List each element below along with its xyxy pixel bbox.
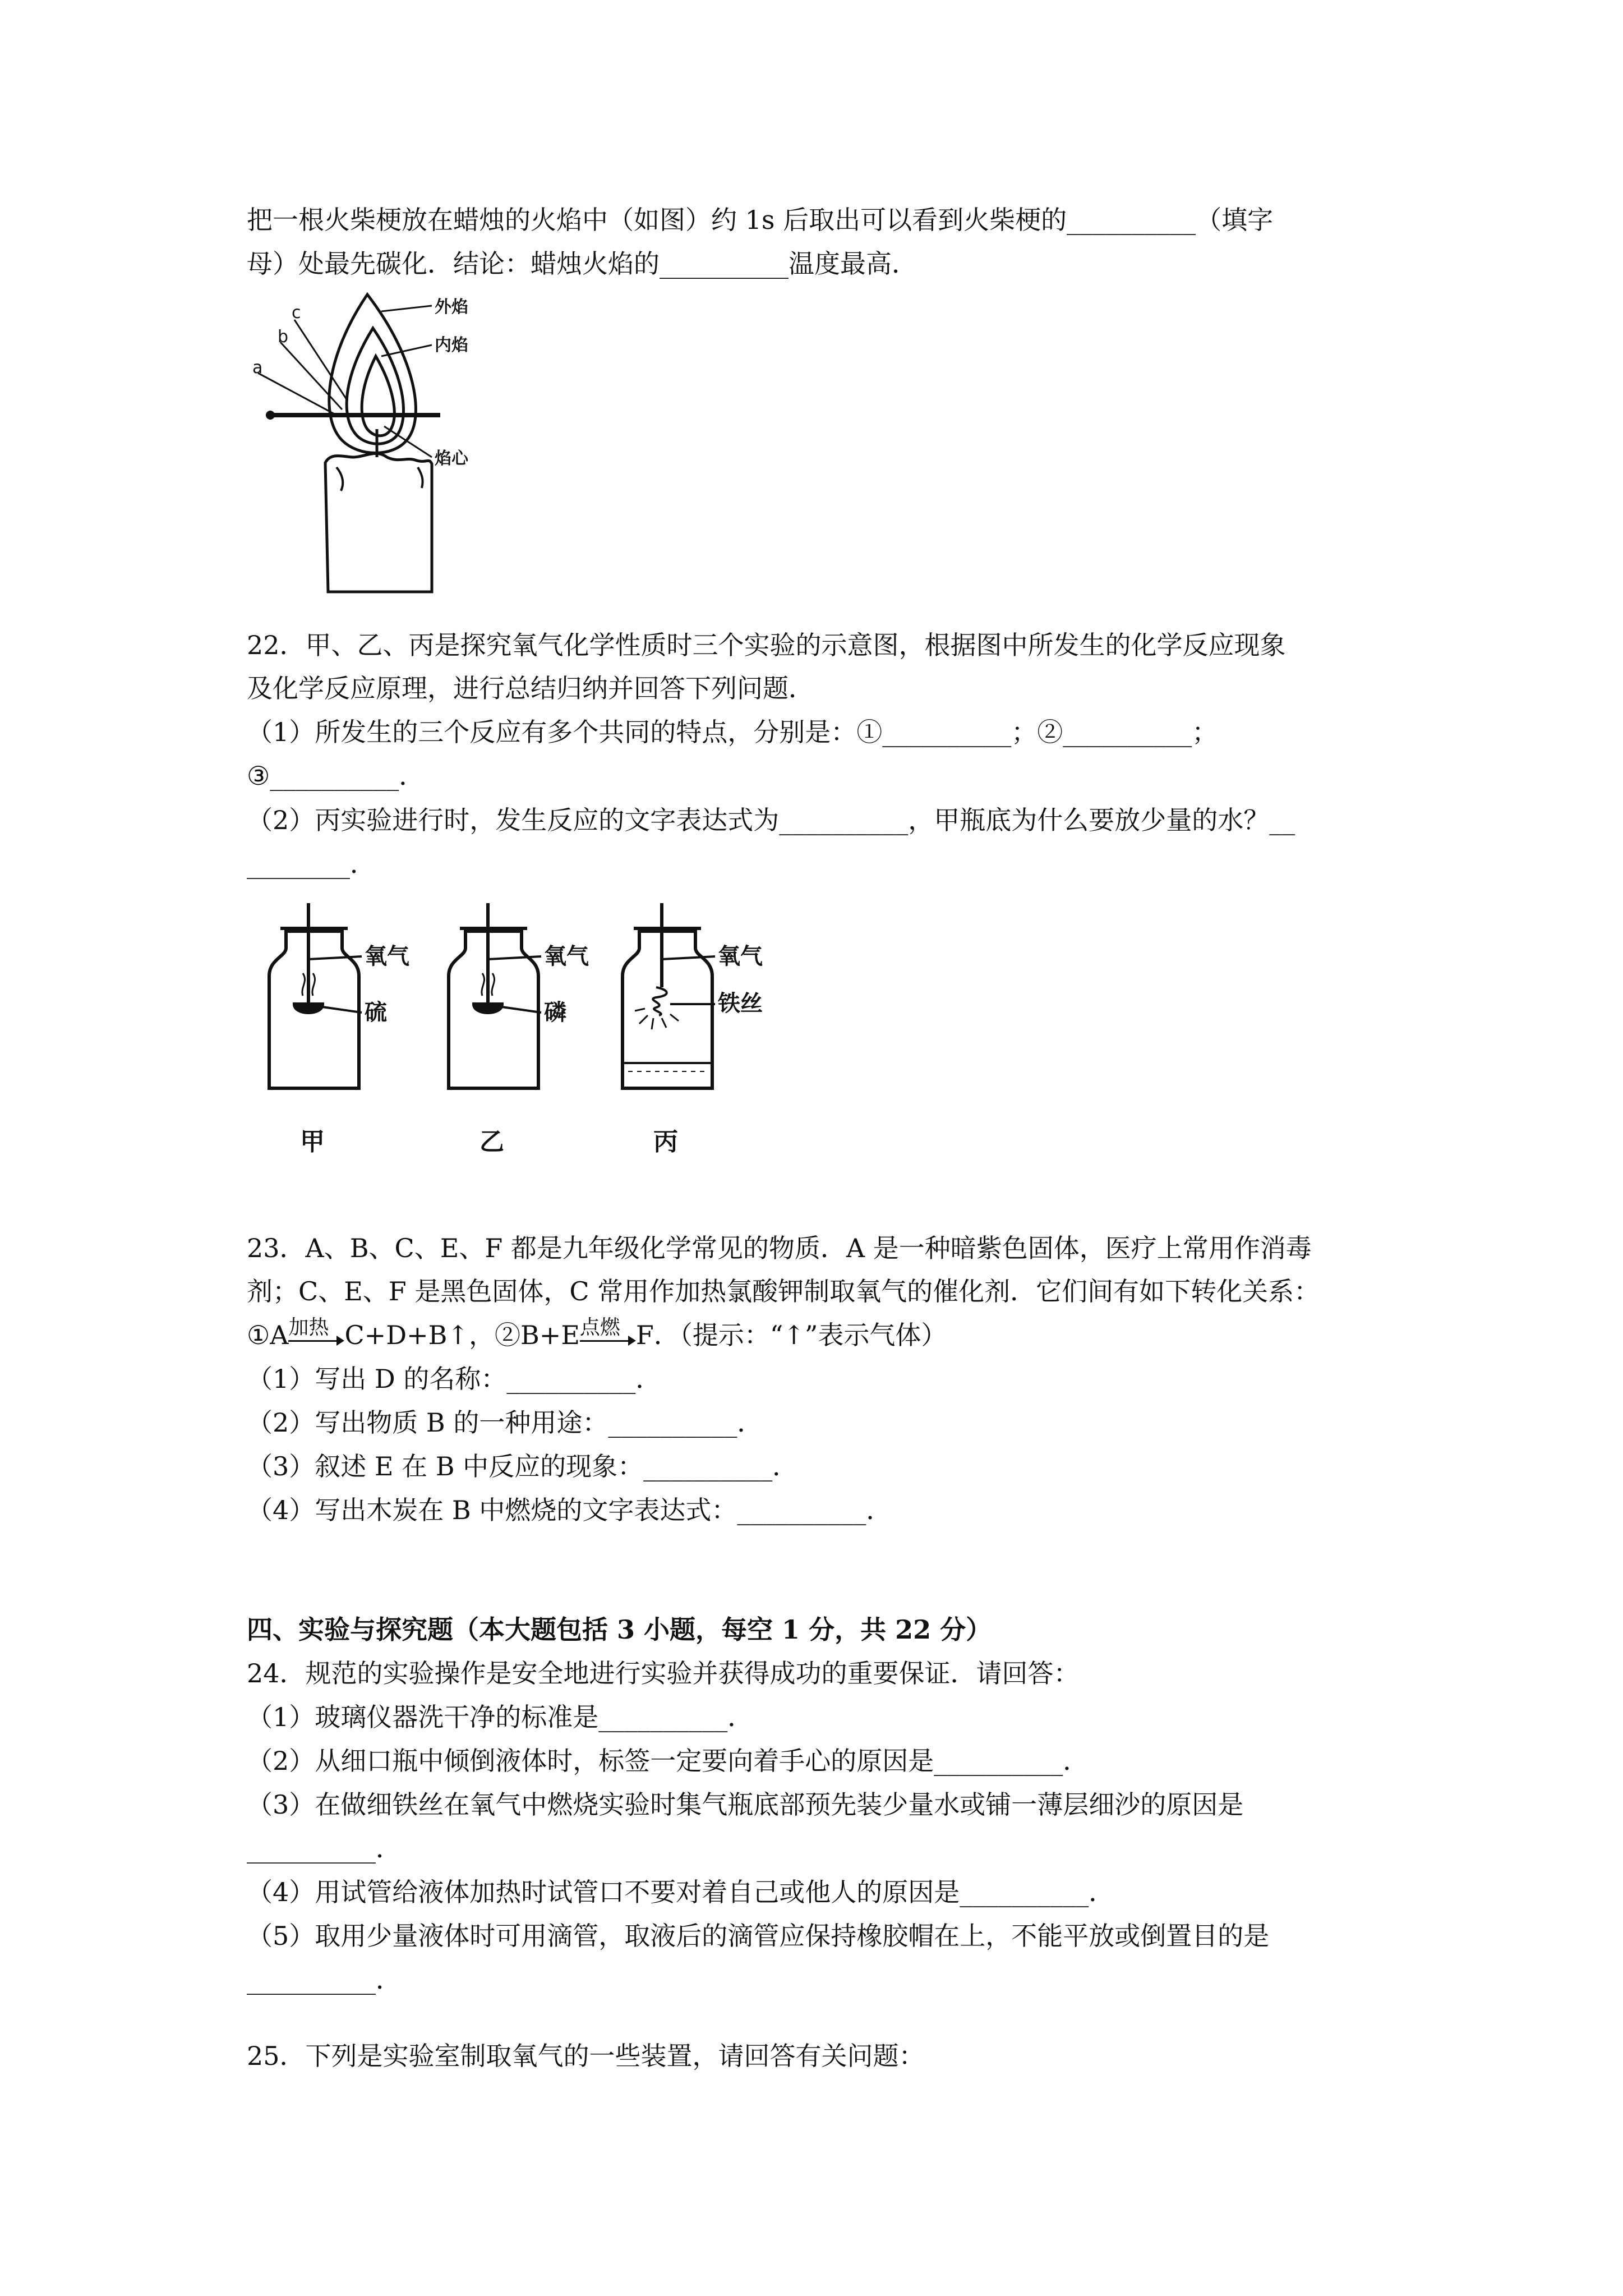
q21-line-2: 母）处最先碳化．结论：蜡烛火焰的__________温度最高．	[247, 249, 917, 279]
q23-sub-4: （4）写出木炭在 B 中燃烧的文字表达式：__________．	[247, 1495, 892, 1525]
section-4-heading: 四、实验与探究题（本大题包括 3 小题，每空 1 分，共 22 分）	[247, 1614, 992, 1645]
q22-line-5: （2）丙实验进行时，发生反应的文字表达式为__________，甲瓶底为什么要放少量的水？__	[247, 805, 1295, 835]
reaction-1-arrow-line	[288, 1340, 340, 1342]
reaction-1-arrow	[288, 1316, 344, 1351]
bottle-jia	[269, 903, 362, 1088]
reaction-2-arrow-head	[628, 1336, 636, 1346]
label-b: b	[278, 327, 289, 347]
oxygen-experiments-figure	[247, 903, 808, 1172]
q24-sub-1: （1）玻璃仪器洗干净的标准是__________．	[247, 1702, 754, 1732]
reaction-1-condition: 加热	[288, 1316, 329, 1339]
q23-line-1: 23．A、B、C、E、F 都是九年级化学常见的物质．A 是一种暗紫色固体，医疗上常用作消毒	[247, 1233, 1312, 1263]
q23-line-3	[247, 1318, 947, 1352]
bottle-bing	[623, 903, 715, 1088]
q22-line-6: ________．	[247, 849, 376, 879]
label-inner-flame: 内焰	[435, 335, 468, 355]
inner-flame-shape	[347, 328, 403, 444]
label-flame-core: 焰心	[435, 449, 468, 468]
jia-gas-label: 氧气	[365, 944, 409, 969]
q24-sub-5-continued: __________．	[247, 1964, 402, 1995]
q24-sub-5: （5）取用少量液体时可用滴管，取液后的滴管应保持橡胶帽在上，不能平放或倒置目的是	[247, 1921, 1270, 1951]
q23-sub-2: （2）写出物质 B 的一种用途：__________．	[247, 1407, 763, 1438]
q22-line-2: 及化学反应原理，进行总结归纳并回答下列问题．	[247, 673, 814, 703]
flame-core-shape	[362, 356, 394, 436]
jia-solid-label: 硫	[365, 1000, 387, 1025]
q22-line-4: ③__________．	[247, 761, 425, 791]
q24-sub-4: （4）用试管给液体加热时试管口不要对着自己或他人的原因是__________．	[247, 1877, 1115, 1907]
reaction-1-products: C+D+B↑，②B+E	[344, 1320, 580, 1350]
yi-caption: 乙	[479, 1128, 504, 1156]
reaction-2-condition: 点燃	[579, 1316, 620, 1339]
label-a: a	[252, 358, 263, 378]
label-outer-flame: 外焰	[435, 297, 468, 317]
q24-sub-3-continued: __________．	[247, 1833, 402, 1864]
q21-line-1: 把一根火柴梗放在蜡烛的火焰中（如图）约 1s 后取出可以看到火柴梗的__________（填字	[247, 205, 1274, 235]
q24-sub-3: （3）在做细铁丝在氧气中燃烧实验时集气瓶底部预先装少量水或铺一薄层细沙的原因是	[247, 1789, 1244, 1820]
q23-sub-1: （1）写出 D 的名称：__________．	[247, 1364, 662, 1394]
yi-gas-label: 氧气	[544, 944, 589, 969]
q22-line-1: 22．甲、乙、丙是探究氧气化学性质时三个实验的示意图，根据图中所发生的化学反应现象	[247, 630, 1286, 660]
q23-sub-3: （3）叙述 E 在 B 中反应的现象：__________．	[247, 1451, 799, 1481]
yi-solid-label: 磷	[544, 1000, 566, 1025]
label-c: c	[292, 303, 301, 323]
q22-line-3: （1）所发生的三个反应有多个共同的特点，分别是：①__________；②__________；	[247, 717, 1218, 747]
q23-line-2: 剂；C、E、F 是黑色固体，C 常用作加热氯酸钾制取氧气的催化剂．它们间有如下转化关系：	[247, 1276, 1320, 1306]
q24-sub-2: （2）从细口瓶中倾倒液体时，标签一定要向着手心的原因是__________．	[247, 1746, 1089, 1776]
reaction-2-arrow-line	[580, 1340, 631, 1342]
q25-line-1: 25．下列是实验室制取氧气的一些装置，请回答有关问题：	[247, 2041, 925, 2071]
jia-caption: 甲	[300, 1128, 325, 1156]
outer-flame-shape	[329, 295, 416, 453]
reaction-2-product: F．（提示：“↑”表示气体）	[635, 1320, 947, 1350]
bing-solid-label: 铁丝	[718, 991, 763, 1016]
reaction-2-arrow	[579, 1316, 636, 1351]
reaction-1-arrow-head	[336, 1336, 344, 1346]
candle-flame-figure	[247, 289, 538, 603]
bing-gas-label: 氧气	[718, 944, 763, 969]
bottle-yi	[449, 903, 541, 1088]
bing-caption: 丙	[653, 1128, 678, 1156]
reaction-1-reactant: ①A	[247, 1320, 289, 1350]
q24-line-1: 24．规范的实验操作是安全地进行实验并获得成功的重要保证．请回答：	[247, 1658, 1080, 1688]
